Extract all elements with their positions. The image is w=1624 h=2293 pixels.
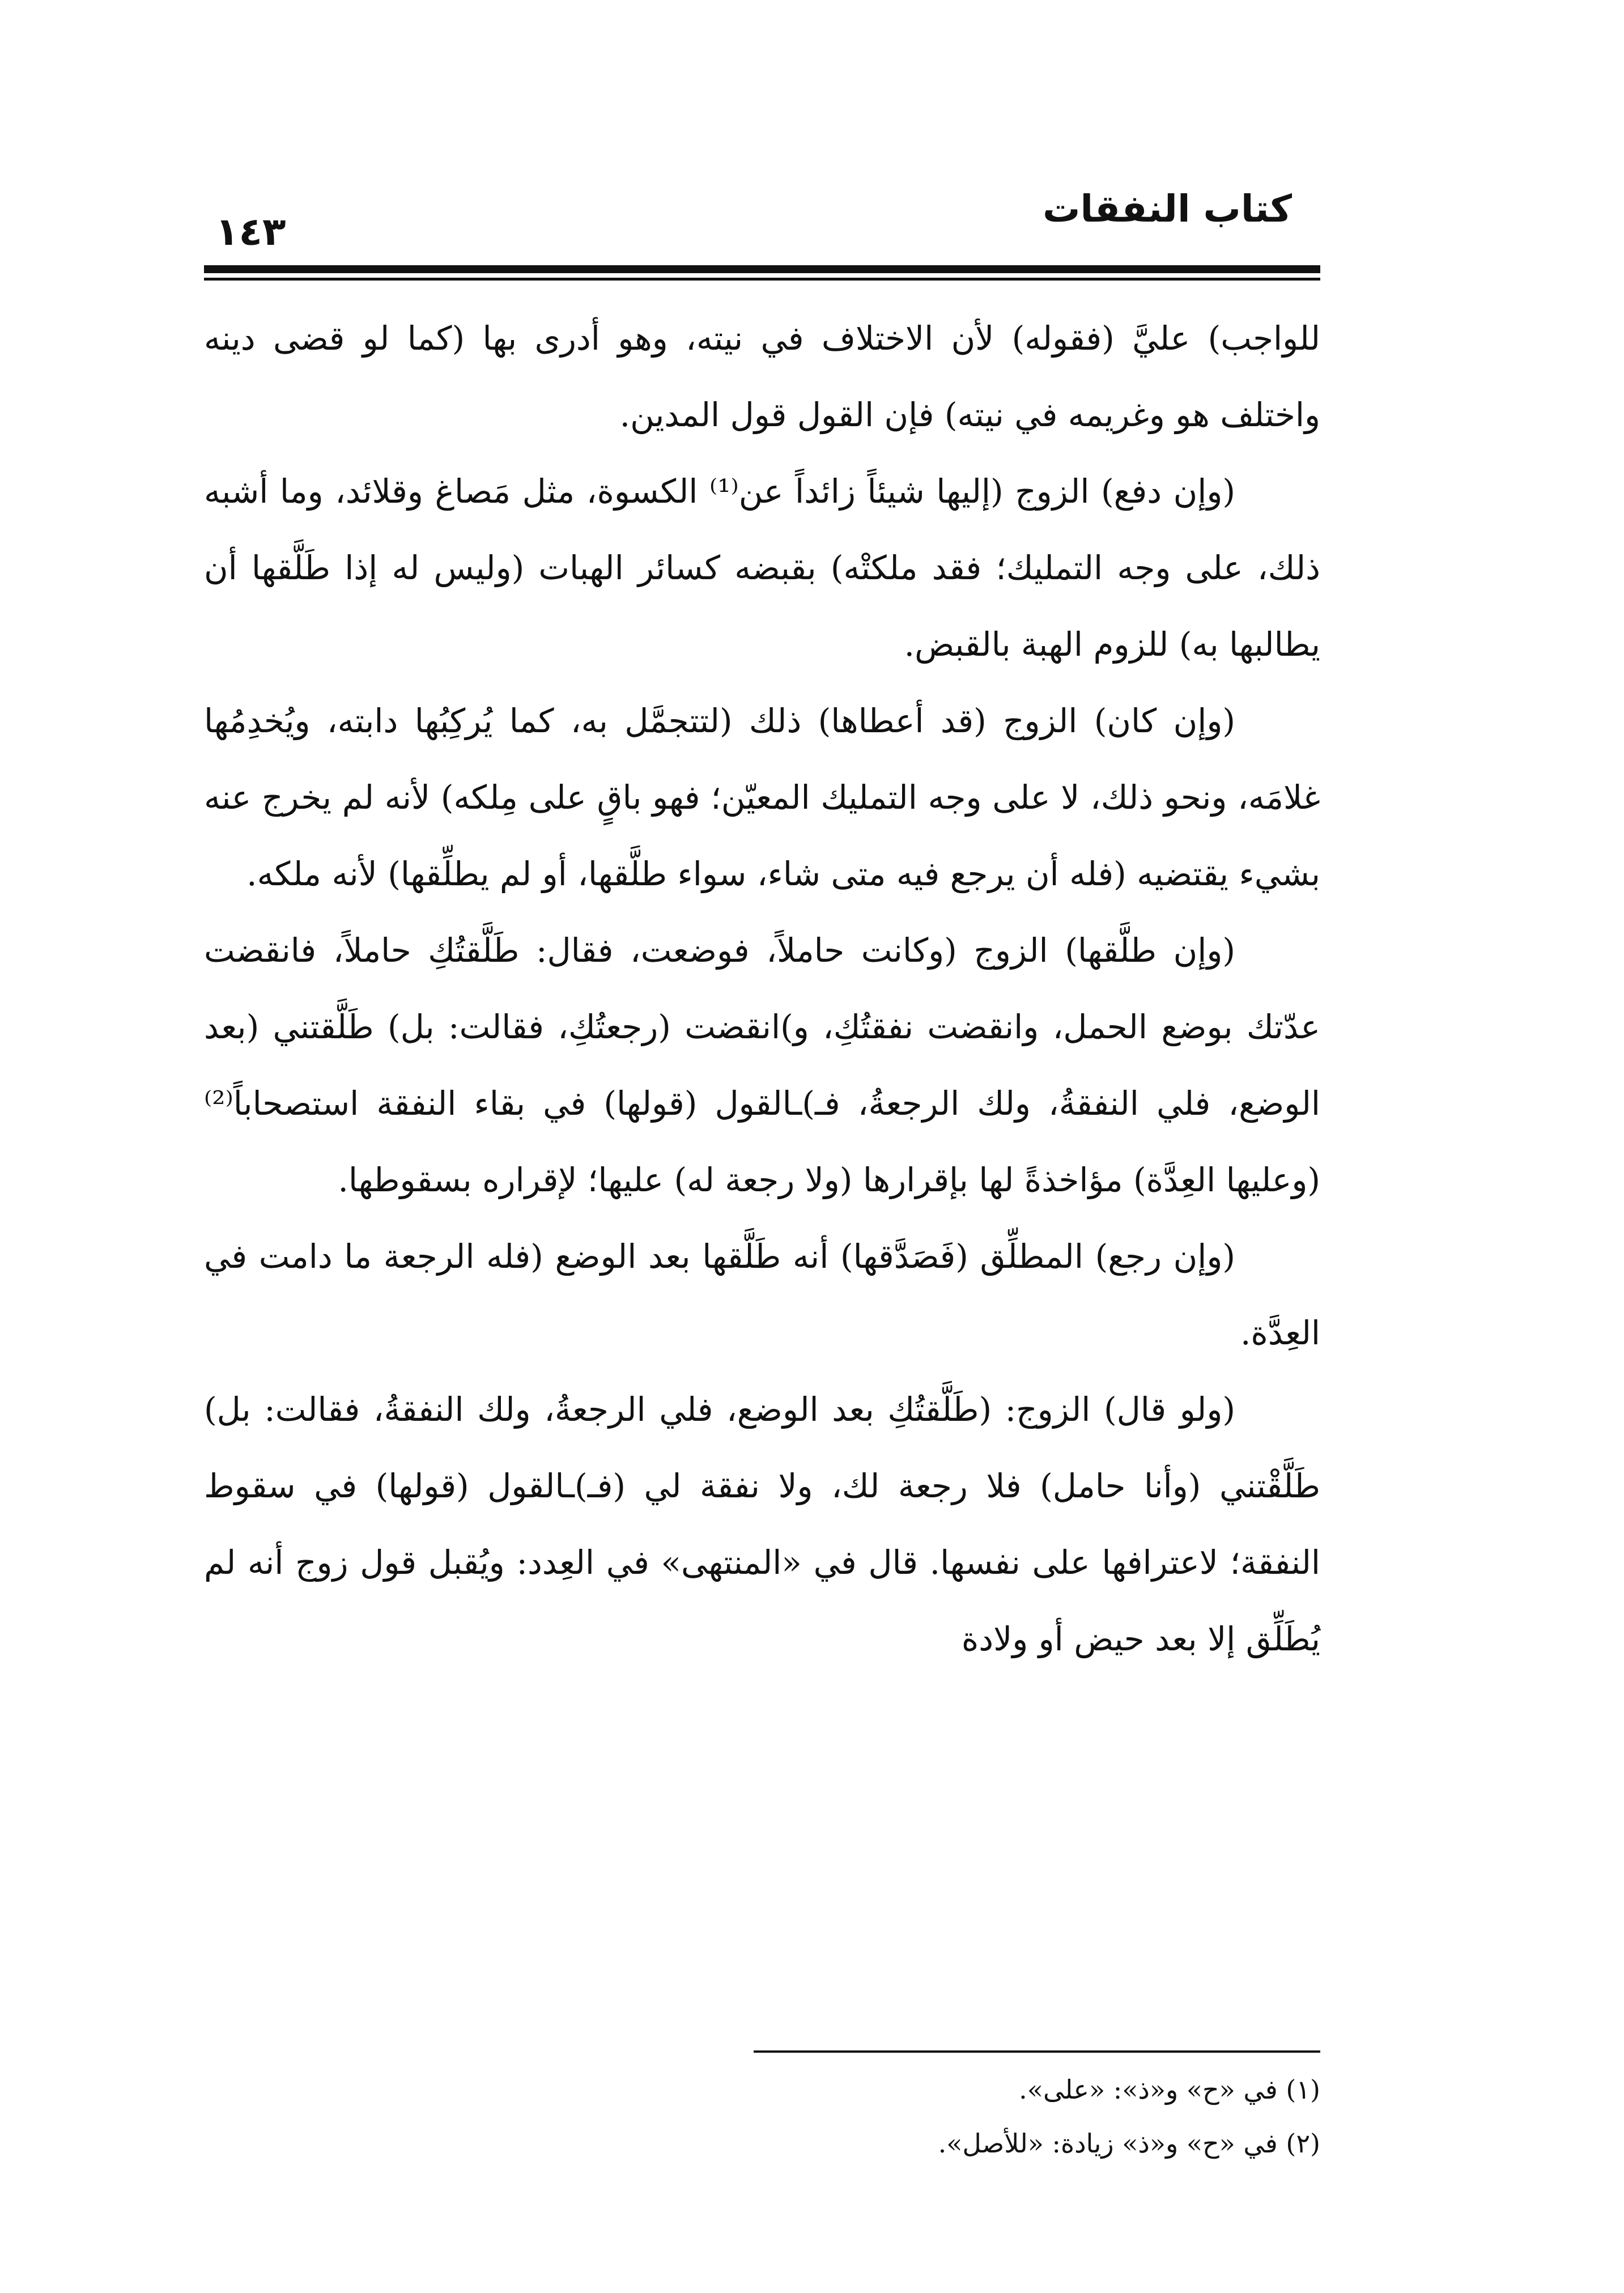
paragraph: (وإن كان) الزوج (قد أعطاها) ذلك (لتتجمَّل به، كما يُركِبُها دابته، ويُخدِمُها غلامَه، ونحو ذلك، لا على وجه التمليك المعيّن؛ فهو باقٍ على مِلكه) لأنه لم يخرج عنه بشيء يقتضيه (فله أن يرجع فيه متى شاء، سواء طلَّقها، أو لم يطلِّقها) لأنه ملكه. [204, 702, 1320, 893]
paragraph: (وإن دفع) الزوج (إليها شيئاً زائداً عن⁽¹⁾ الكسوة، مثل مَصاغ وقلائد، وما أشبه ذلك، على وجه التمليك؛ فقد ملكتْه) بقبضه كسائر الهبات (وليس له إذا طَلَّقها أن يطالبها به) للزوم الهبة بالقبض. [204, 472, 1320, 664]
page-header [204, 170, 1320, 272]
book-page [204, 170, 1320, 2159]
header-rule-thin [204, 278, 1320, 281]
footnote: (٢) في «ح» و«ذ» زيادة: «للأصل». [938, 2128, 1320, 2159]
running-title: كتاب النفقات [1043, 187, 1292, 231]
header-rule-thick [204, 265, 1320, 273]
footnote: (١) في «ح» و«ذ»: «على». [1019, 2074, 1320, 2105]
paragraph: للواجب) عليَّ (فقوله) لأن الاختلاف في نيته، وهو أدرى بها (كما لو قضى دينه واختلف هو وغريمه في نيته) فإن القول قول المدين. [204, 319, 1320, 434]
footnote-separator [754, 2050, 1320, 2053]
paragraph: (وإن طلَّقها) الزوج (وكانت حاملاً، فوضعت، فقال: طَلَّقتُكِ حاملاً، فانقضت عدّتك بوضع الحمل، وانقضت نفقتُكِ، و)انقضت (رجعتُكِ، فقالت: بل) طَلَّقتني (بعد الوضع، فلي النفقةُ، ولك الرجعةُ، فـ)ـالقول (قولها) في بقاء النفقة استصحاباً⁽²⁾ (وعليها العِدَّة) مؤاخذةً لها بإقرارها (ولا رجعة له) عليها؛ لإقراره بسقوطها. [204, 931, 1320, 1199]
paragraph: (ولو قال) الزوج: (طَلَّقتُكِ بعد الوضع، فلي الرجعةُ، ولك النفقةُ، فقالت: بل) طَلَّقْتني (وأنا حامل) فلا رجعة لك، ولا نفقة لي (فـ)ـالقول (قولها) في سقوط النفقة؛ لاعترافها على نفسها. قال في «المنتهى» في العِدد: ويُقبل قول زوج أنه لم يُطَلِّق إلا بعد حيض أو ولادة [204, 1390, 1320, 1658]
main-text [204, 300, 1320, 1678]
paragraph: (وإن رجع) المطلِّق (فَصَدَّقها) أنه طَلَّقها بعد الوضع (فله الرجعة ما دامت في العِدَّة. [204, 1237, 1320, 1352]
footnotes [204, 2063, 1320, 2171]
page-number: ١٤٣ [215, 210, 286, 254]
